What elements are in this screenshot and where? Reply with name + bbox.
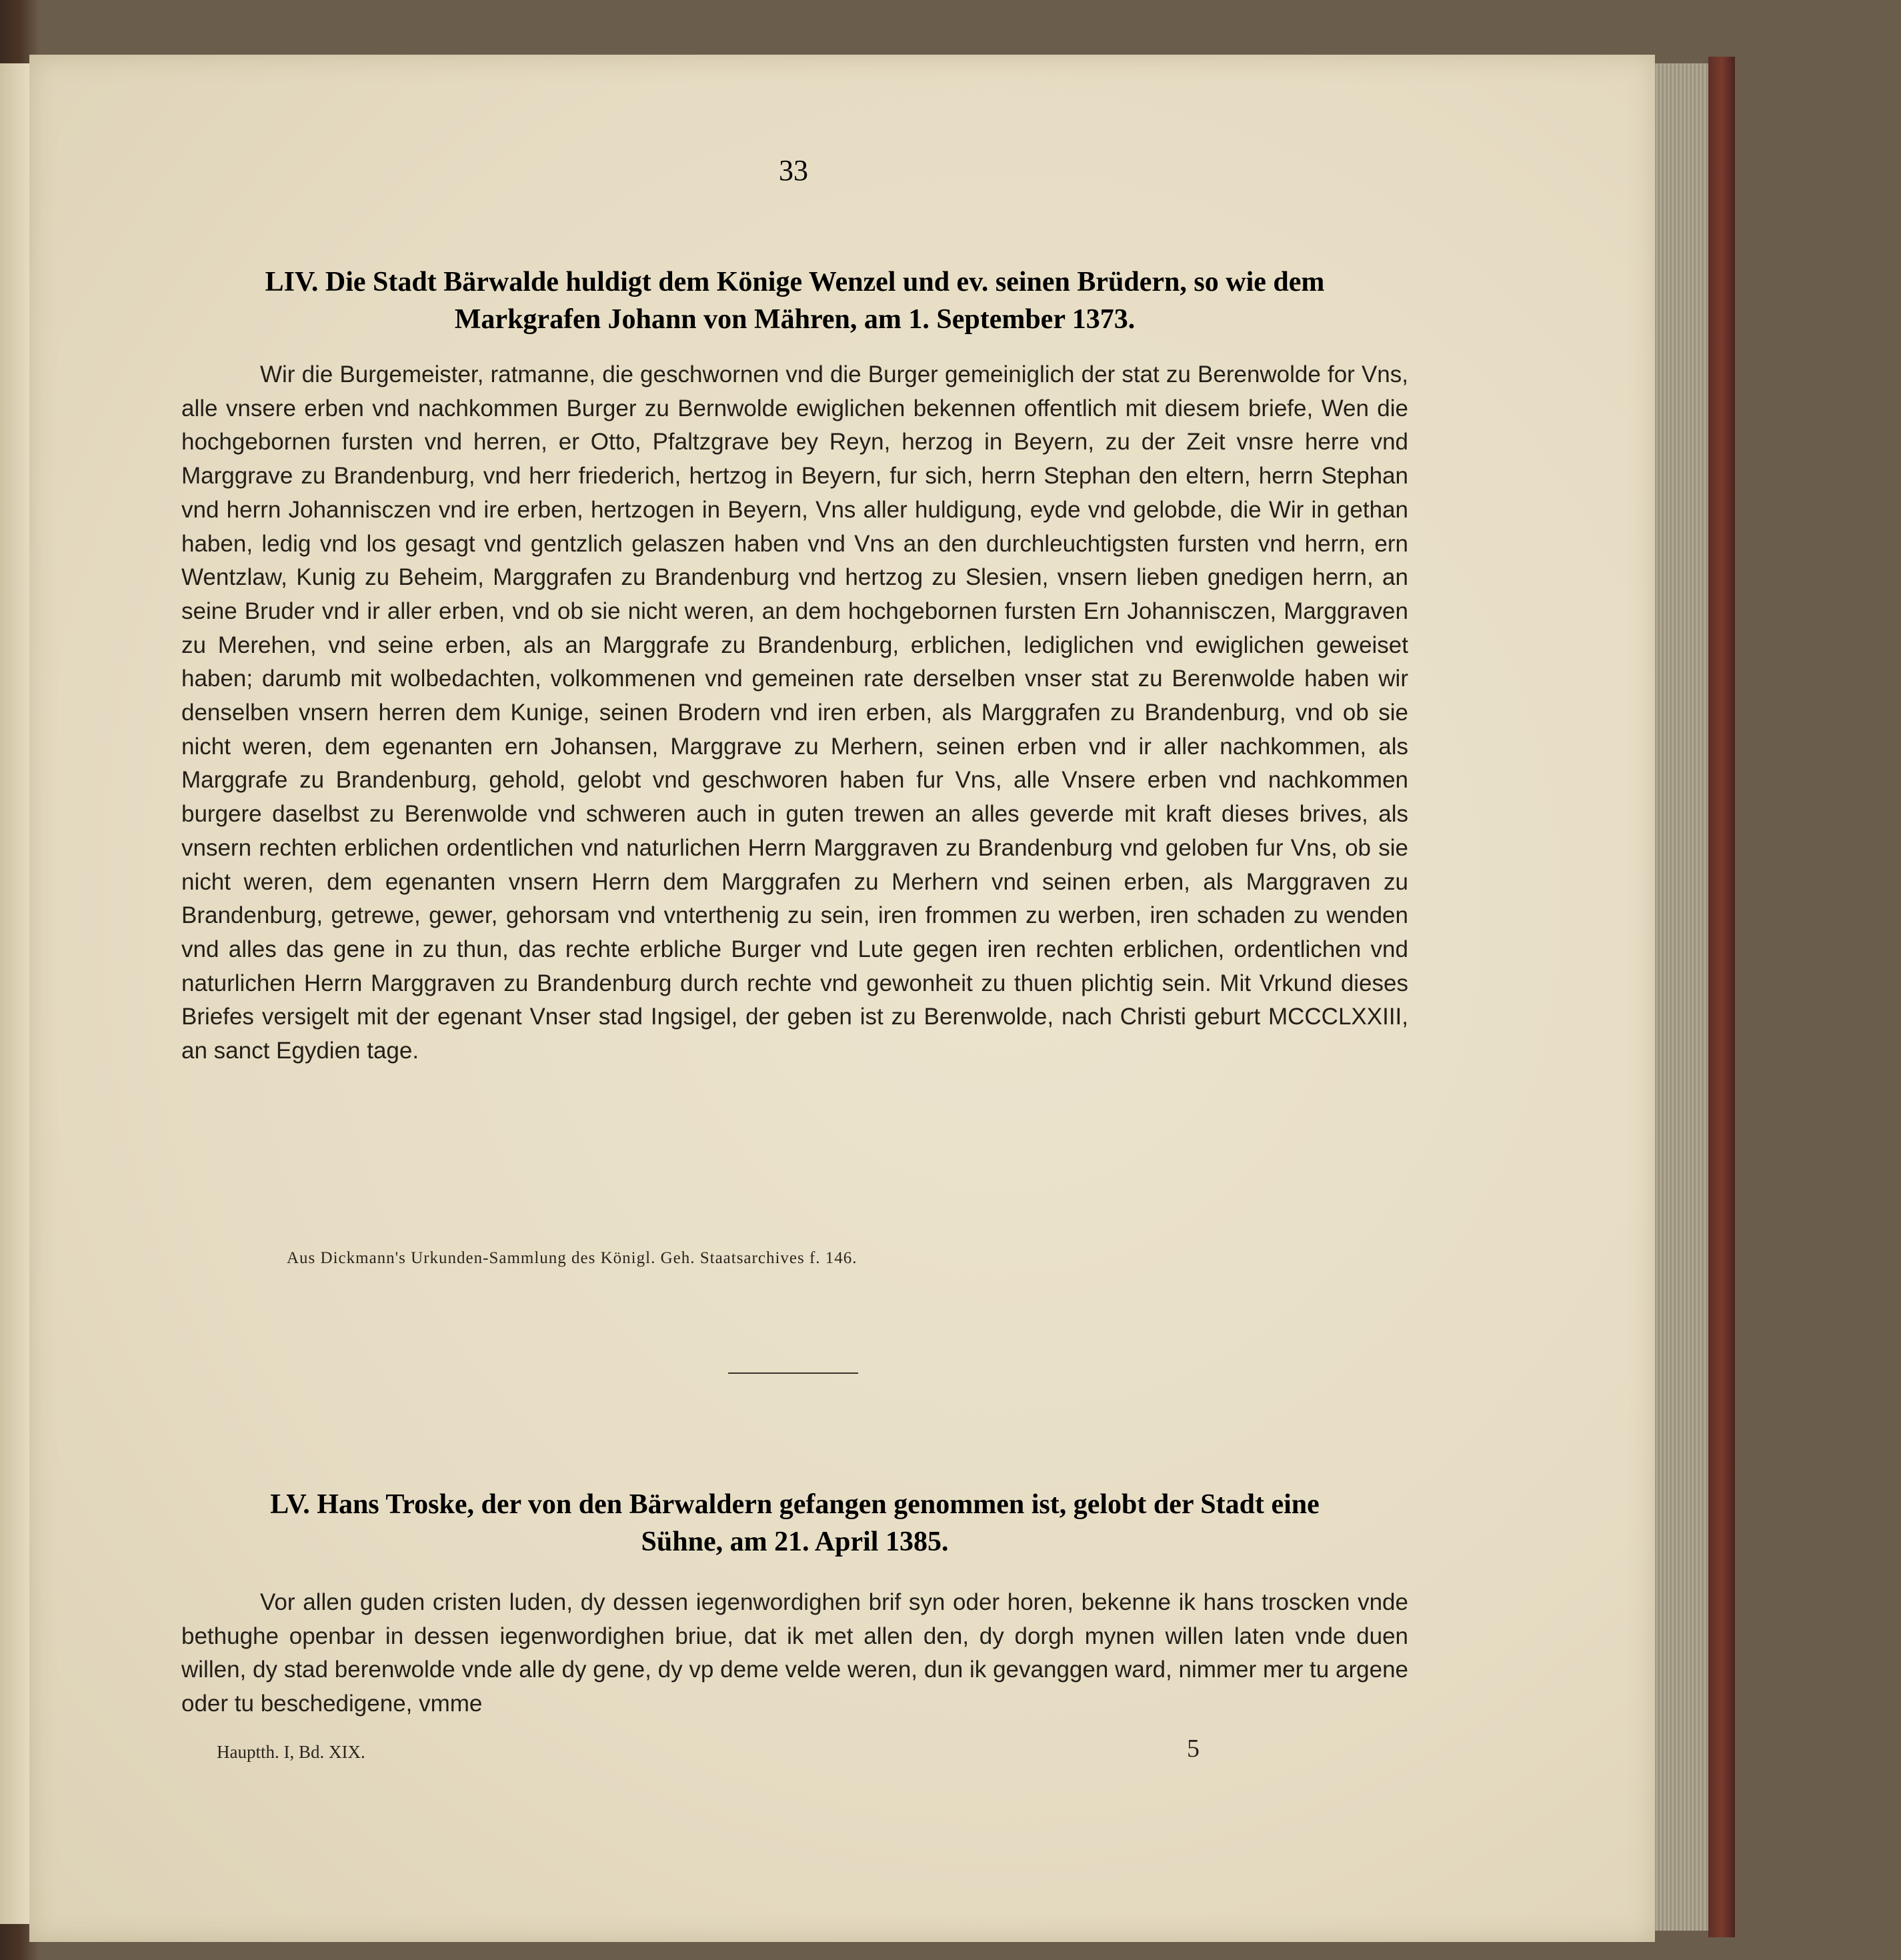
document-title-line2: Markgrafen Johann von Mähren, am 1. September 1373. <box>454 304 1136 335</box>
document-title-line1: Die Stadt Bärwalde huldigt dem Könige Wenzel und ev. seinen Brüdern, so wie dem <box>325 267 1325 297</box>
document-text-lv: Vor allen guden cristen luden, dy dessen iegenwordighen brif syn oder horen, bekenne ik hans troscken vnde bethughe openbar in dessen iegenwordighen briue, dat ik met allen den, dy dorgh mynen willen laten vnde duen willen, dy stad berenwolde vnde alle dy gene, dy vp deme velde weren, dun ik gevanggen ward, nimmer mer tu argene oder tu beschedigene, vmme <box>181 1589 1408 1717</box>
document-text-liv: Wir die Burgemeister, ratmanne, die geschwornen vnd die Burger gemeiniglich der stat zu Berenwolde for Vns, alle vnsere erben vnd nachkommen Burger zu Bernwolde ewiglichen bekennen offentlich mit diesem briefe, Wen die hochgebornen fursten vnd herren, er Otto, Pfaltzgrave bey Reyn, herzog in Beyern, zu der Zeit vnsre herre vnd Marggrave zu Brandenburg, vnd herr friederich, hertzog in Beyern, fur sich, herrn Stephan den eltern, herrn Stephan vnd herrn Johannisczen vnd ire erben, hertzogen in Beyern, Vns aller huldigung, eyde vnd gelobde, die Wir in gethan haben, ledig vnd los gesagt vnd gentzlich gelaszen haben vnd Vns an den durchleuchtigsten fursten vnd herrn, ern Wentzlaw, Kunig zu Beheim, Marggrafen zu Brandenburg vnd hertzog zu Slesien, vnsern lieben gnedigen herrn, an seine Bruder vnd ir aller erben, vnd ob sie nicht weren, an dem hochgebornen fursten Ern Johannisczen, Marggraven zu Merehen, vnd seine erben, als an Marggrafe zu Brandenburg, erblichen, lediglichen vnd ewiglichen geweiset haben; darumb mit wolbedachten, volkommenen vnd gemeinen rate derselben vnser stat zu Berenwolde haben wir denselben vnsern herren dem Kunige, seinen Brodern vnd iren erben, als Marggrafen zu Brandenburg, vnd ob sie nicht weren, dem egenanten ern Johansen, Marggrave zu Merhern, seinen erben vnd ir aller nachkommen, als Marggrafe zu Brandenburg, gehold, gelobt vnd geschworen haben fur Vns, alle Vnsere erben vnd nachkommen burgere daselbst zu Berenwolde vnd schweren auch in guten trewen an alles geverde mit kraft dieses brives, als vnsern rechten erblichen ordentlichen vnd naturlichen Herrn Marggraven zu Brandenburg vnd geloben fur Vns, ob sie nicht weren, dem egenanten vnsern Herrn dem Marggrafen zu Merhern vnd seinen erben, als Marggraven zu Brandenburg, getrewe, gewer, gehorsam vnd vnterthenig zu sein, iren frommen zu werben, iren schaden zu wenden vnd alles das gene in zu thun, das rechte erbliche Burger vnd Lute gegen iren rechten erblichen, ordentlichen vnd naturlichen Herrn Marggraven zu Brandenburg durch rechte vnd gewonheit zu thuen plichtig sein. Mit Vrkund dieses Briefes versigelt mit der egenant Vnser stad Ingsigel, der geben ist zu Berenwolde, nach Christi geburt MCCCLXXIII, an sanct Egydien tage. <box>181 361 1408 1064</box>
page-number: 33 <box>779 154 808 187</box>
document-heading-lv <box>181 1486 1408 1561</box>
source-citation: Aus Dickmann's Urkunden-Sammlung des Königl. Geh. Staatsarchives f. 146. <box>287 1249 857 1267</box>
document-number: LV. <box>270 1489 310 1520</box>
sheet-number: 5 <box>1187 1735 1200 1763</box>
document-heading-liv <box>181 263 1408 338</box>
signature-mark: Hauptth. I, Bd. XIX. <box>217 1742 365 1762</box>
section-divider <box>728 1372 858 1374</box>
document-title-line1: Hans Troske, der von den Bärwaldern gefangen genommen ist, gelobt der Stadt eine <box>317 1489 1320 1520</box>
page-block-edge <box>1655 63 1708 1931</box>
document-title-line2: Sühne, am 21. April 1385. <box>641 1527 949 1557</box>
book-cover-edge <box>1708 57 1735 1937</box>
document-number: LIV. <box>265 267 319 297</box>
facing-page-edge <box>0 63 31 1924</box>
